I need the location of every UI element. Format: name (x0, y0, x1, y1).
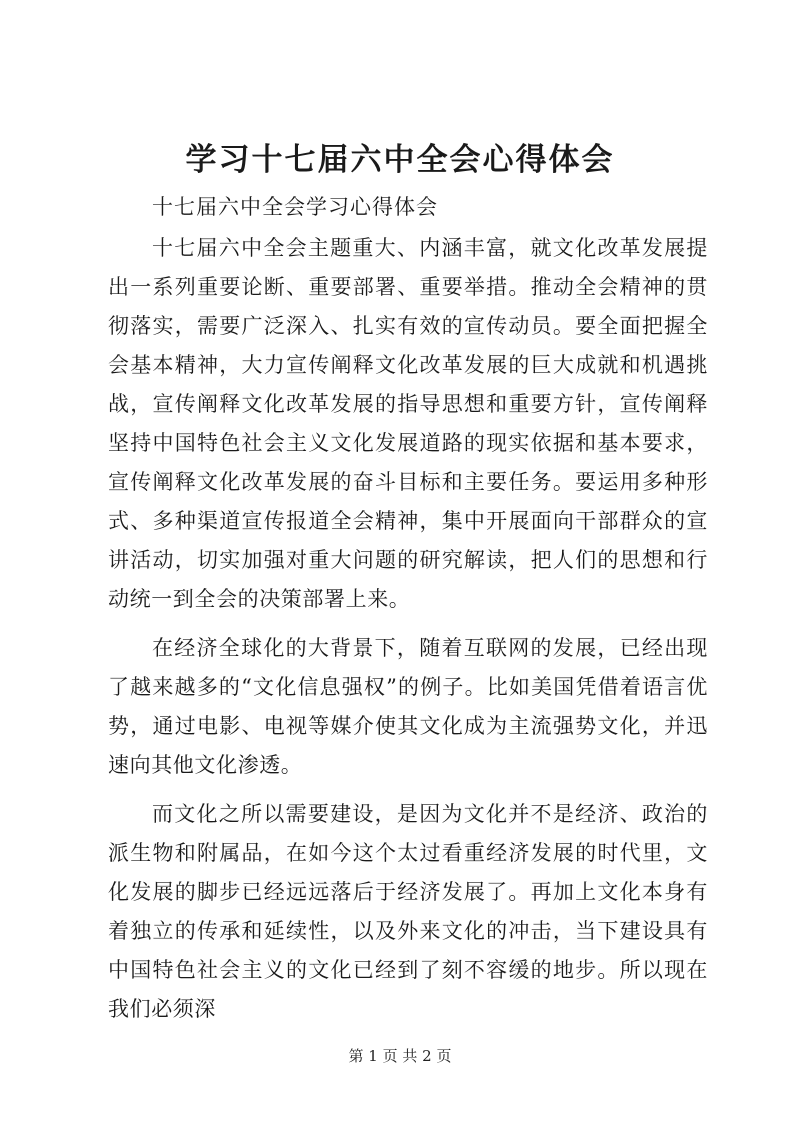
document-body (108, 229, 708, 1039)
document-subtitle: 十七届六中全会学习心得体会 (152, 195, 438, 219)
paragraph-1: 十七届六中全会主题重大、内涵丰富，就文化改革发展提出一系列重要论断、重要部署、重要举措。推动全会精神的贯彻落实，需要广泛深入、扎实有效的宣传动员。要全面把握全会基本精神，大力宣传阐释文化改革发展的巨大成就和机遇挑战，宣传阐释文化改革发展的指导思想和重要方针，宣传阐释坚持中国特色社会主义文化发展道路的现实依据和基本要求，宣传阐释文化改革发展的奋斗目标和主要任务。要运用多种形式、多种渠道宣传报道全会精神，集中开展面向干部群众的宣讲活动，切实加强对重大问题的研究解读，把人们的思想和行动统一到全会的决策部署上来。 (108, 236, 708, 611)
paragraph-3: 而文化之所以需要建设，是因为文化并不是经济、政治的派生物和附属品，在如今这个太过看重经济发展的时代里，文化发展的脚步已经远远落后于经济发展了。再加上文化本身有着独立的传承和延续性，以及外来文化的冲击，当下建设具有中国特色社会主义的文化已经到了刻不容缓的地步。所以现在我们必须深 (108, 802, 708, 1021)
page-footer: 第 1 页 共 2 页 (348, 1047, 452, 1065)
paragraph-2: 在经济全球化的大背景下，随着互联网的发展，已经出现了越来越多的“文化信息强权”的例子。比如美国凭借着语言优势，通过电影、电视等媒介使其文化成为主流强势文化，并迅速向其他文化渗透。 (108, 636, 708, 777)
document-title: 学习十七届六中全会心得体会 (185, 142, 615, 178)
